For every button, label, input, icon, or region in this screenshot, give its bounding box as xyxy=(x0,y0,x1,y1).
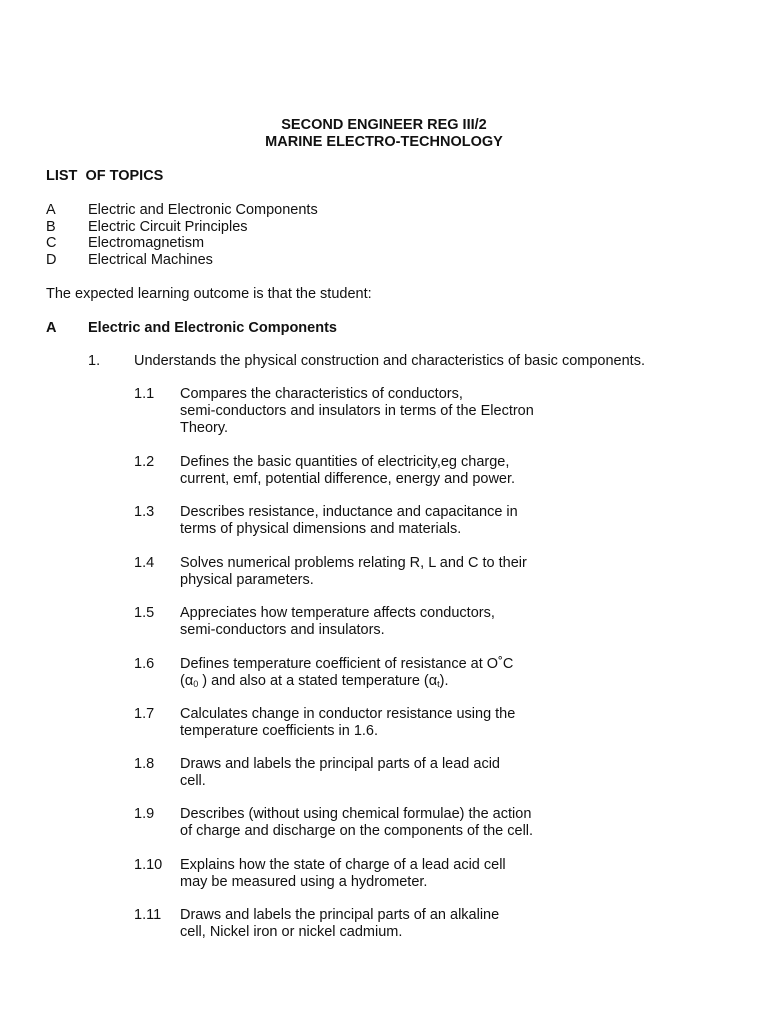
item-line: Defines the basic quantities of electricity,eg charge, xyxy=(180,454,510,470)
item-text xyxy=(180,857,506,891)
topic-label: Electric and Electronic Components xyxy=(88,202,318,218)
item-line: semi-conductors and insulators. xyxy=(180,622,385,638)
item-text xyxy=(180,806,533,840)
item-number: 1.7 xyxy=(134,706,155,722)
item-line: Theory. xyxy=(180,420,229,436)
item-line: terms of physical dimensions and materials. xyxy=(180,521,462,537)
item-line: of charge and discharge on the components of the cell. xyxy=(180,823,534,839)
document-title-line1: SECOND ENGINEER REG III/2 xyxy=(281,117,487,133)
topic-letter: B xyxy=(46,219,56,235)
item-line: Calculates change in conductor resistance using the xyxy=(180,706,516,722)
topic-letter: D xyxy=(46,252,57,268)
item-line: Appreciates how temperature affects conductors, xyxy=(180,605,495,621)
item-line: may be measured using a hydrometer. xyxy=(180,874,428,890)
section-title: Electric and Electronic Components xyxy=(88,320,337,336)
item-line-end: ). xyxy=(439,673,449,689)
item-line: Describes (without using chemical formulae) the action xyxy=(180,806,532,822)
item-line: Draws and labels the principal parts of an alkaline xyxy=(180,907,500,923)
item-line-text: ) and also at a stated temperature (α xyxy=(198,673,438,689)
item-line: Compares the characteristics of conductors, xyxy=(180,386,463,402)
item-line: Defines temperature coefficient of resistance at O˚C xyxy=(180,656,514,672)
item-text xyxy=(180,504,518,538)
item-line: cell. xyxy=(180,773,206,789)
intro-text: The expected learning outcome is that the student: xyxy=(46,286,372,302)
item-line xyxy=(180,673,513,693)
item-line: physical parameters. xyxy=(180,572,314,588)
document-title-line2: MARINE ELECTRO-TECHNOLOGY xyxy=(265,134,503,150)
item-number: 1.1 xyxy=(134,386,155,402)
item-number: 1.10 xyxy=(134,857,163,873)
alpha-open: (α xyxy=(180,673,194,689)
item-line: cell, Nickel iron or nickel cadmium. xyxy=(180,924,403,940)
topic-letter: C xyxy=(46,235,57,251)
item-line: semi-conductors and insulators in terms of the Electron xyxy=(180,403,534,419)
item-line: Draws and labels the principal parts of a lead acid xyxy=(180,756,500,772)
subscript-zero: 0 xyxy=(193,679,199,689)
item-text xyxy=(180,454,515,488)
topic-label: Electrical Machines xyxy=(88,252,213,268)
outcome-number: 1. xyxy=(88,353,101,369)
item-number: 1.3 xyxy=(134,504,155,520)
topic-letter: A xyxy=(46,202,56,218)
item-text xyxy=(180,706,515,740)
outcome-text: Understands the physical construction and characteristics of basic components. xyxy=(134,353,645,369)
item-text xyxy=(180,386,534,437)
item-line: current, emf, potential difference, energy and power. xyxy=(180,471,516,487)
item-number: 1.2 xyxy=(134,454,155,470)
subscript-t: t xyxy=(437,679,440,689)
item-line: Describes resistance, inductance and capacitance in xyxy=(180,504,518,520)
topic-label: Electromagnetism xyxy=(88,235,205,251)
section-letter: A xyxy=(46,320,57,336)
item-text xyxy=(180,907,499,941)
item-text xyxy=(180,656,513,693)
item-number: 1.11 xyxy=(134,907,162,923)
topic-label: Electric Circuit Principles xyxy=(88,219,248,235)
item-line: temperature coefficients in 1.6. xyxy=(180,723,379,739)
item-number: 1.5 xyxy=(134,605,155,621)
item-line: Solves numerical problems relating R, L and C to their xyxy=(180,555,527,571)
item-text xyxy=(180,555,527,589)
item-text xyxy=(180,756,500,790)
topics-heading: LIST OF TOPICS xyxy=(46,168,164,184)
item-number: 1.4 xyxy=(134,555,155,571)
item-number: 1.8 xyxy=(134,756,155,772)
item-text xyxy=(180,605,495,639)
item-line: Explains how the state of charge of a lead acid cell xyxy=(180,857,506,873)
item-number: 1.9 xyxy=(134,806,155,822)
item-number: 1.6 xyxy=(134,656,155,672)
